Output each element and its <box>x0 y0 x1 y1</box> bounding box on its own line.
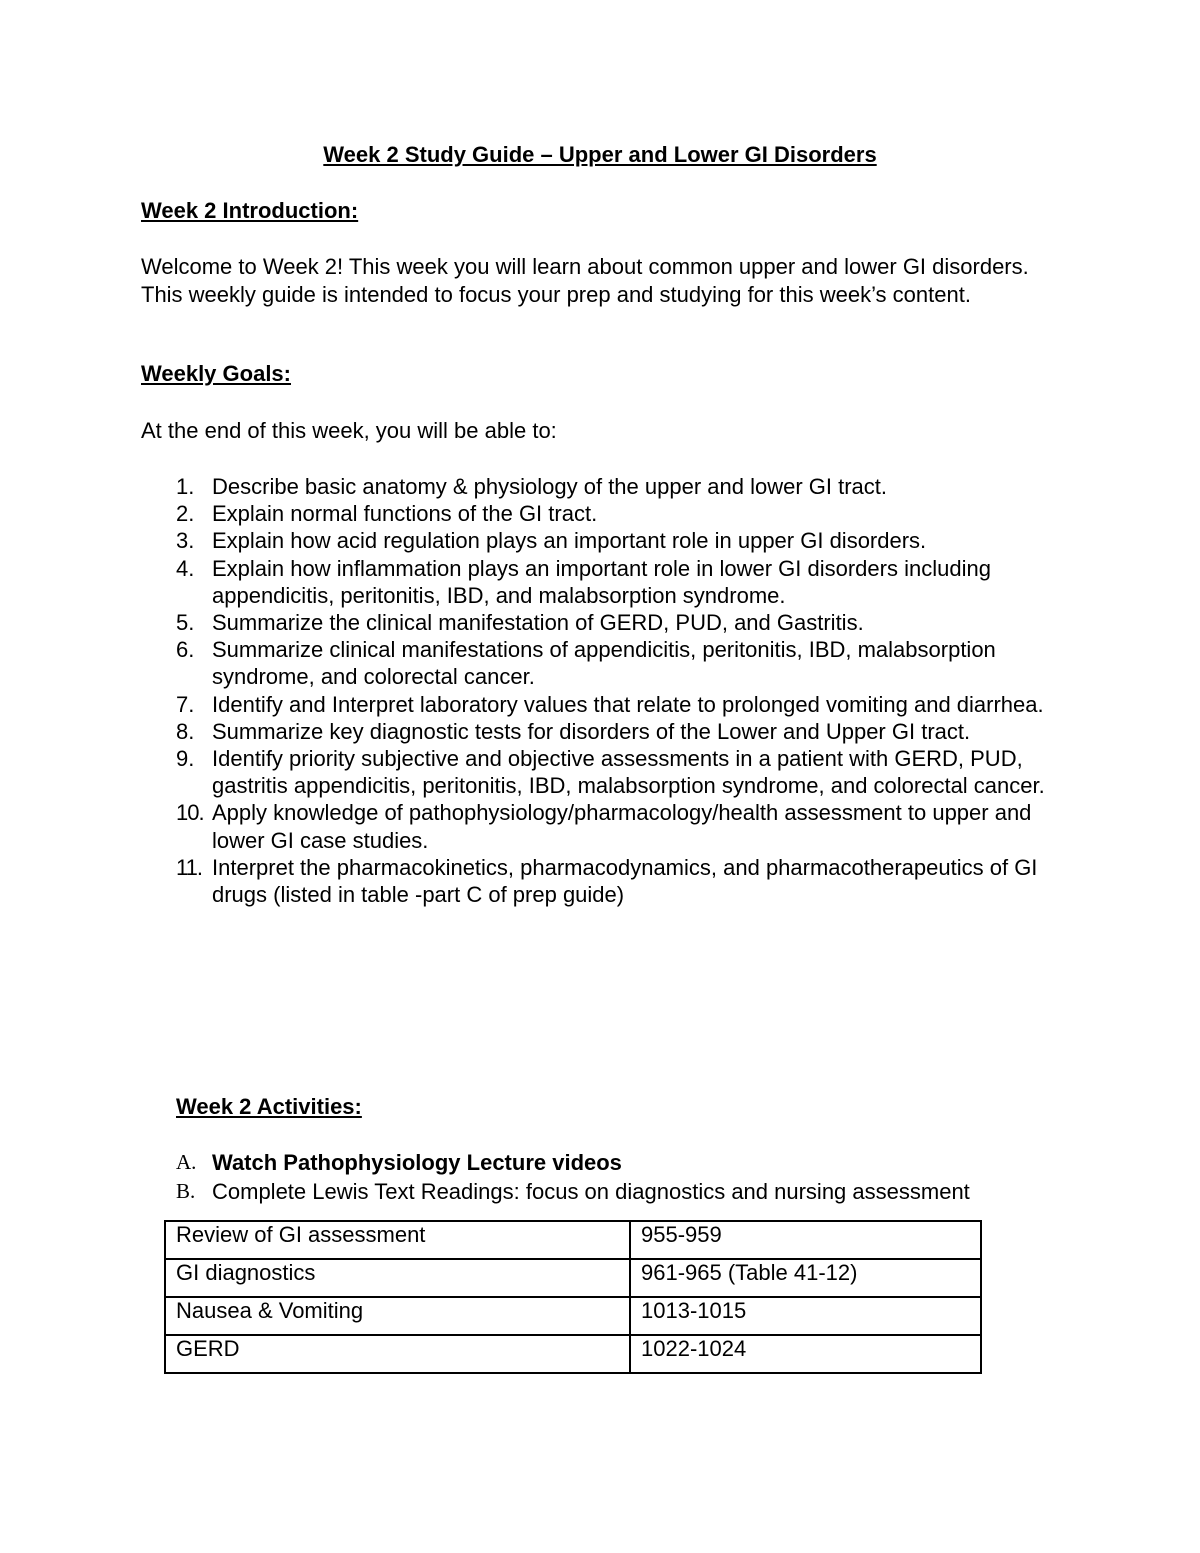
goal-number: 6. <box>176 637 195 663</box>
reading-pages: 961-965 (Table 41-12) <box>630 1259 981 1297</box>
goal-item <box>141 799 1071 853</box>
reading-pages: 1022-1024 <box>630 1335 981 1373</box>
goal-item <box>141 473 1071 500</box>
goal-item <box>141 500 1071 527</box>
goal-text: Explain normal functions of the GI tract. <box>212 501 598 527</box>
goal-item <box>141 745 1071 799</box>
goal-text: Summarize key diagnostic tests for disorders of the Lower and Upper GI tract. <box>212 718 971 744</box>
goal-number: 7. <box>176 691 195 717</box>
goal-number: 9. <box>176 746 195 772</box>
activity-text: Complete Lewis Text Readings: focus on diagnostics and nursing assessment <box>212 1179 970 1204</box>
activity-letter: A. <box>176 1150 197 1174</box>
activity-letter: B. <box>176 1179 196 1203</box>
goal-item <box>141 718 1071 745</box>
goal-number: 8. <box>176 718 195 744</box>
activities-heading: Week 2 Activities: <box>176 1094 362 1119</box>
page-title: Week 2 Study Guide – Upper and Lower GI Disorders <box>323 142 877 167</box>
goal-item <box>141 854 1071 908</box>
goal-text: Explain how acid regulation plays an important role in upper GI disorders. <box>212 528 927 554</box>
goals-list <box>141 473 1071 908</box>
goal-text: Describe basic anatomy & physiology of the upper and lower GI tract. <box>212 474 888 499</box>
goal-text: Interpret the pharmacokinetics, pharmacodynamics, and pharmacotherapeutics of GI drugs (listed in table -part C of prep guide) <box>212 854 1038 908</box>
intro-paragraph: Welcome to Week 2! This week you will learn about common upper and lower GI disorders. This weekly guide is intended to focus your prep and studying for this week’s content. <box>141 254 1029 307</box>
goal-item <box>141 555 1071 609</box>
reading-topic: Nausea & Vomiting <box>165 1297 630 1335</box>
table-row <box>165 1221 981 1259</box>
table-row <box>165 1335 981 1373</box>
table-row <box>165 1259 981 1297</box>
activity-text: Watch Pathophysiology Lecture videos <box>212 1150 622 1175</box>
reading-topic: Review of GI assessment <box>165 1221 630 1259</box>
goal-number: 1. <box>176 474 195 499</box>
goal-item <box>141 609 1071 636</box>
table-row <box>165 1297 981 1335</box>
goal-text: Identify priority subjective and objective assessments in a patient with GERD, PUD, gastritis appendicitis, peritonitis, IBD, malabsorption syndrome, and colorectal cancer. <box>212 746 1045 799</box>
goal-text: Summarize the clinical manifestation of GERD, PUD, and Gastritis. <box>212 610 864 636</box>
reading-pages: 1013-1015 <box>630 1297 981 1335</box>
reading-topic: GERD <box>165 1335 630 1373</box>
intro-heading: Week 2 Introduction: <box>141 198 359 223</box>
goal-item <box>141 527 1071 554</box>
goal-text: Summarize clinical manifestations of appendicitis, peritonitis, IBD, malabsorption syndrome, and colorectal cancer. <box>212 637 996 690</box>
goal-number: 3. <box>176 528 195 554</box>
goals-heading: Weekly Goals: <box>141 361 291 386</box>
goal-number: 10. <box>176 800 204 826</box>
reading-pages: 955-959 <box>630 1221 981 1259</box>
goal-item <box>141 691 1071 718</box>
goal-text: Apply knowledge of pathophysiology/pharmacology/health assessment to upper and lower GI case studies. <box>212 800 1032 853</box>
goal-item <box>141 636 1071 690</box>
goal-number: 5. <box>176 610 195 636</box>
readings-table <box>164 1220 982 1374</box>
reading-topic: GI diagnostics <box>165 1259 630 1297</box>
goal-text: Identify and Interpret laboratory values that relate to prolonged vomiting and diarrhea. <box>212 691 1044 717</box>
goal-number: 2. <box>176 501 195 527</box>
goals-lead: At the end of this week, you will be able to: <box>141 418 557 443</box>
goal-text: Explain how inflammation plays an important role in lower GI disorders including appendicitis, peritonitis, IBD, and malabsorption syndrome. <box>212 555 991 608</box>
goal-number: 11. <box>176 854 202 880</box>
goal-number: 4. <box>176 555 195 581</box>
